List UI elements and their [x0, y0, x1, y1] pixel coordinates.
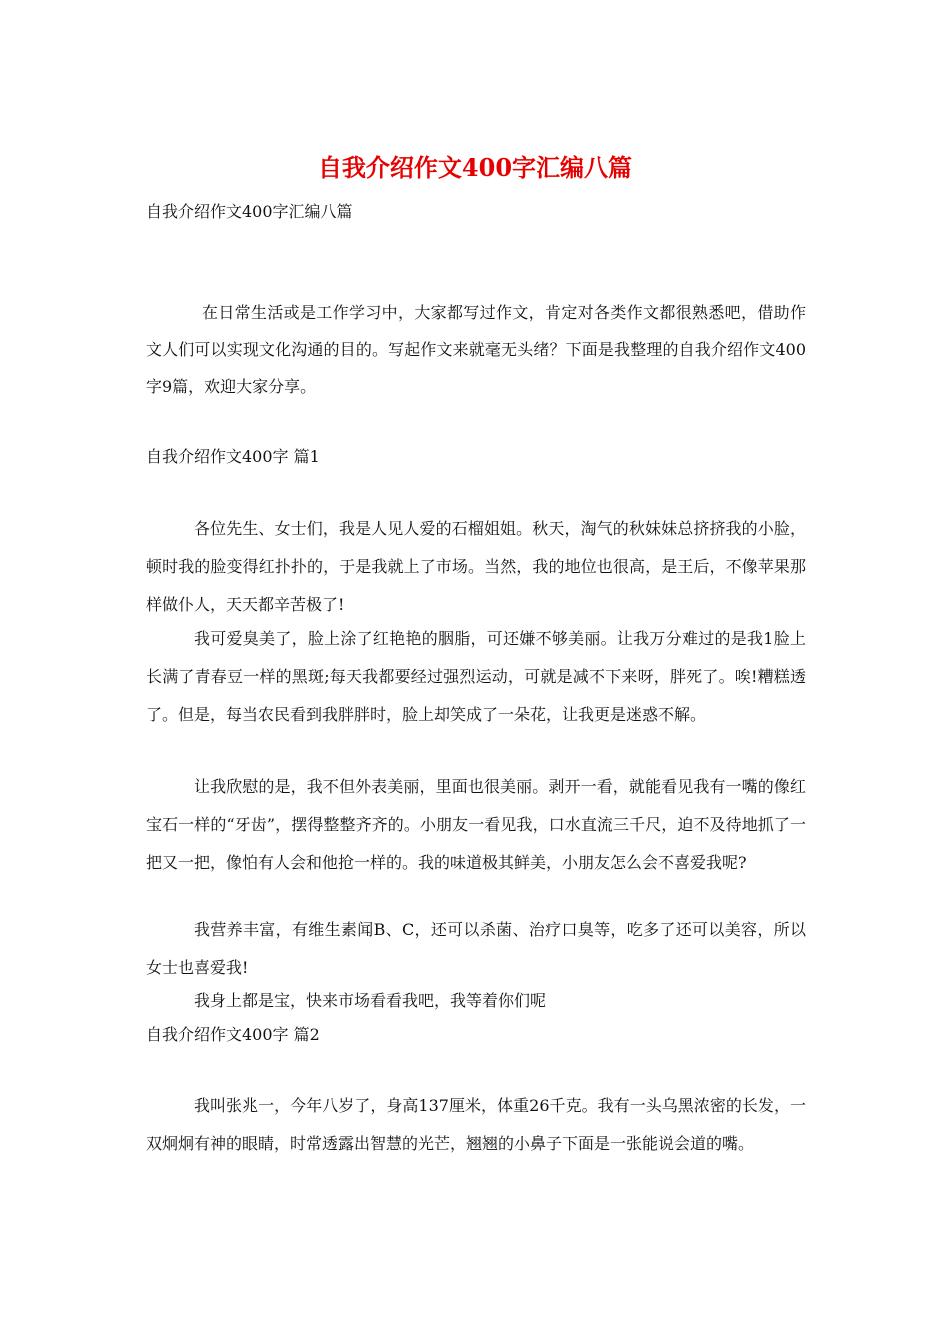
section-1-paragraph-5: 我身上都是宝，快来市场看看我吧，我等着你们呢 — [194, 991, 547, 1010]
section-heading-1: 自我介绍作文400字 篇1 — [146, 447, 320, 466]
section-1-paragraph-3: 让我欣慰的是，我不但外表美丽，里面也很美丽。剥开一看，就能看见我有一嘴的像红宝石一样的“牙齿”，摆得整整齐齐的。小朋友一看见我，口水直流三千尺，迫不及待地抓了一把又一把，像怕有人会和他抢一样的。我的味道极其鲜美，小朋友怎么会不喜爱我呢? — [146, 777, 806, 872]
section-1-paragraph-2: 我可爱臭美了，脸上涂了红艳艳的胭脂，可还嫌不够美丽。让我万分难过的是我1脸上长满了青春豆一样的黑斑;每天我都要经过强烈运动，可就是减不下来呀，胖死了。唉!糟糕透了。但是，每当农民看到我胖胖时，脸上却笑成了一朵花，让我更是迷惑不解。 — [146, 629, 806, 724]
section-2-paragraph-1: 我叫张兆一，今年八岁了，身高137厘米，体重26千克。我有一头乌黑浓密的长发，一双炯炯有神的眼睛，时常透露出智慧的光芒，翘翘的小鼻子下面是一张能说会道的嘴。 — [146, 1096, 806, 1153]
section-heading-2: 自我介绍作文400字 篇2 — [146, 1025, 320, 1044]
section-1-paragraph-1: 各位先生、女士们，我是人见人爱的石榴姐姐。秋天，淘气的秋妹妹总挤挤我的小脸，顿时我的脸变得红扑扑的，于是我就上了市场。当然，我的地位也很高，是王后，不像苹果那样做仆人，天天都辛苦极了! — [146, 519, 806, 614]
document-title: 自我介绍作文400字汇编八篇 — [317, 153, 633, 182]
section-1-paragraph-4: 我营养丰富，有维生素闻B、C，还可以杀菌、治疗口臭等，吃多了还可以美容，所以女士也喜爱我! — [146, 920, 806, 977]
intro-paragraph: 在日常生活或是工作学习中，大家都写过作文，肯定对各类作文都很熟悉吧，借助作文人们可以实现文化沟通的目的。写起作文来就毫无头绪？下面是我整理的自我介绍作文400字9篇，欢迎大家分享。 — [146, 303, 806, 396]
document-subtitle: 自我介绍作文400字汇编八篇 — [146, 202, 353, 221]
